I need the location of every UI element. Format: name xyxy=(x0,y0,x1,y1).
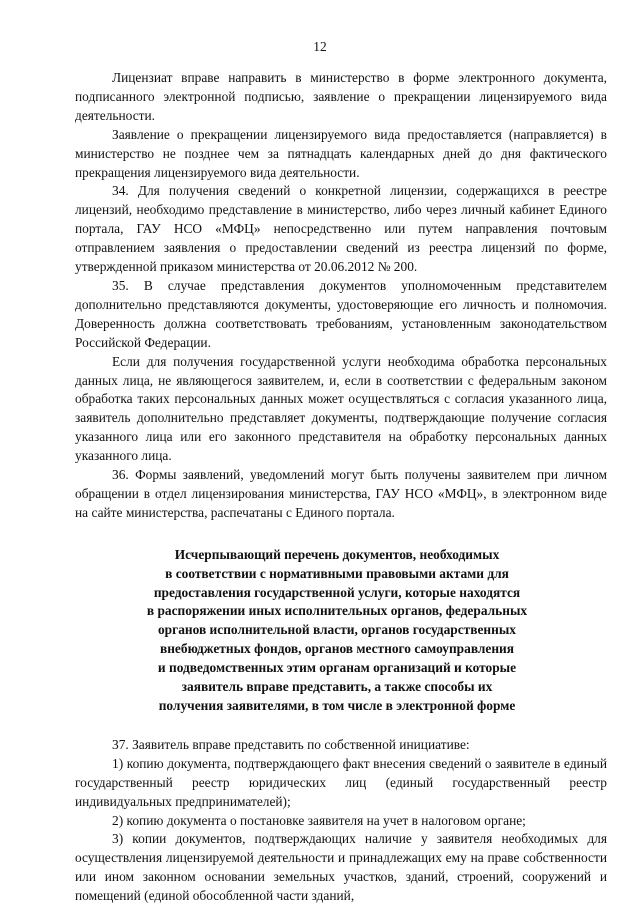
section-heading-line: получения заявителями, в том числе в электронной форме xyxy=(158,698,516,713)
document-body xyxy=(75,69,607,906)
section-heading-line: в распоряжении иных исполнительных органов, федеральных xyxy=(146,603,528,619)
section-heading-line: в соответствии с нормативными правовыми актами для xyxy=(165,565,509,581)
list-item-2: 2) копию документа о постановке заявителя на учет в налоговом органе; xyxy=(112,812,526,828)
paragraph-35: 35. В случае представления документов уполномоченным представителем дополнительно представляются документы, удостоверяющие его личность и полномочия. Доверенность должна соответствовать требованиям, установленным законодательством Российской Федерации. xyxy=(75,277,607,350)
paragraph-34: 34. Для получения сведений о конкретной лицензии, содержащихся в реестре лицензий, необходимо представление в министерство, либо через личный кабинет Единого портала, ГАУ НСО «МФЦ» непосредственно или путем направления почтовым отправлением заявления о предоставлении сведений из реестра лицензий по форме, утвержденной приказом министерства от 20.06.2012 № 200. xyxy=(75,183,607,275)
page-number: 12 xyxy=(313,39,327,54)
section-heading-line: заявитель вправе представить, а также способы их xyxy=(181,679,493,695)
paragraph-36: 36. Формы заявлений, уведомлений могут быть получены заявителем при личном обращении в отдел лицензирования министерства, ГАУ НСО «МФЦ», в электронном виде на сайте министерства, распечатаны с Единого портала. xyxy=(75,467,607,520)
paragraph-termination-deadline: Заявление о прекращении лицензируемого вида предоставляется (направляется) в министерство не позднее чем за пятнадцать календарных дней до дня фактического прекращения лицензируемого вида деятельности. xyxy=(75,126,607,180)
section-heading-line: внебюджетных фондов, органов местного самоуправления xyxy=(159,641,515,657)
section-heading-line: предоставления государственной услуги, которые находятся xyxy=(153,584,521,600)
paragraph-37: 37. Заявитель вправе представить по собственной инициативе: xyxy=(112,736,470,752)
paragraph-personal-data: Если для получения государственной услуги необходима обработка персональных данных лица, не являющегося заявителем, и, если в соответствии с федеральным законом обработка таких персональных данных может осуществляться с согласия указанного лица, заявитель дополнительно представляет документы, подтверждающие получение согласия указанного лица или его законного представителя на обработку персональных данных указанного лица. xyxy=(75,353,607,464)
paragraph-licensee-termination: Лицензиат вправе направить в министерство в форме электронного документа, подписанного электронной подписью, заявление о прекращении лицензируемого вида деятельности. xyxy=(75,70,607,123)
section-heading-line: и подведомственных этим органам организаций и которые xyxy=(157,660,517,676)
section-heading xyxy=(75,546,607,716)
section-heading-line: Исчерпывающий перечень документов, необходимых xyxy=(174,546,500,562)
list-item-3: 3) копии документов, подтверждающих наличие у заявителя необходимых для осуществления лицензируемой деятельности и принадлежащих ему на праве собственности или ином законном основании земельных участков, зданий, строений, сооружений и помещений (единой обособленной части зданий, xyxy=(75,831,607,904)
section-heading-line: органов исполнительной власти, органов государственных xyxy=(157,622,517,638)
list-item-1: 1) копию документа, подтверждающего факт внесения сведений о заявителе в единый государственный реестр юридических лиц (единый государственный реестр индивидуальных предпринимателей); xyxy=(75,755,607,809)
